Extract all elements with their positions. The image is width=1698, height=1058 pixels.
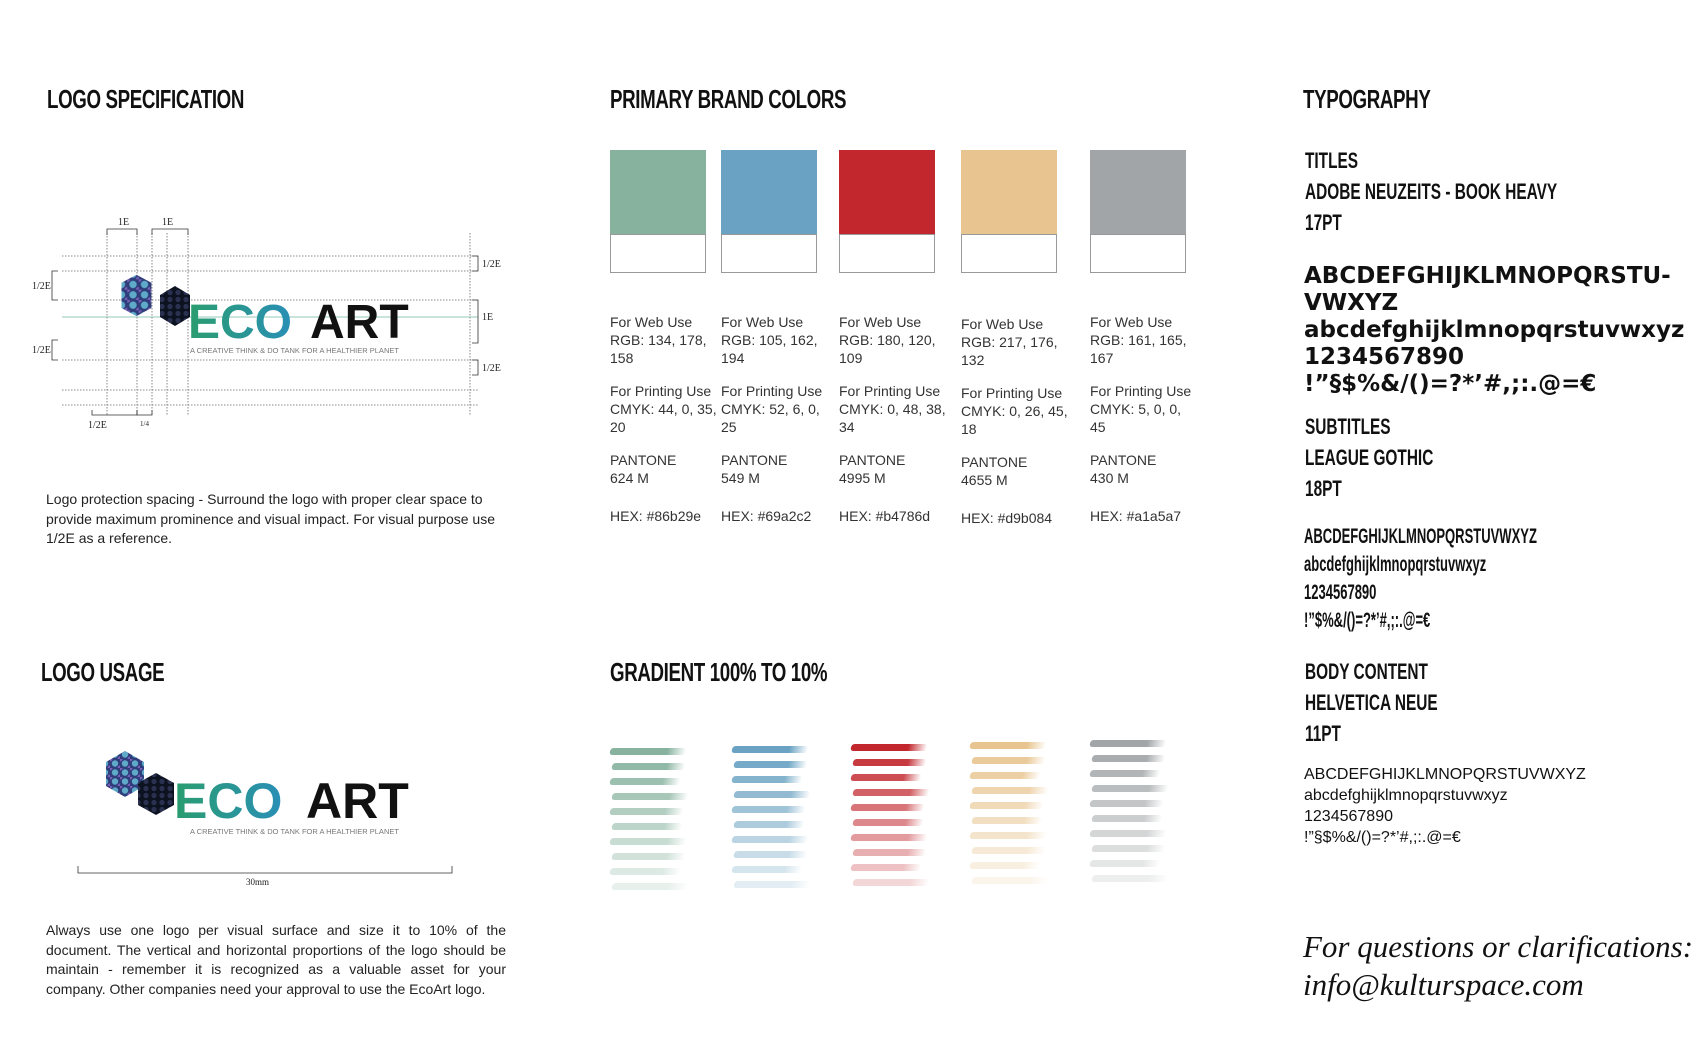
typo-titles-label: TITLES [1305,148,1359,173]
gradient-stripe [852,759,926,766]
gradient-stripe [969,862,1040,869]
gradient-stripe [850,774,921,781]
pantone-label: PANTONE [610,452,677,468]
web-use-label: For Web Use [610,314,693,330]
sample-upper: ABCDEFGHIJKLMNOPQRSTU- [1304,263,1671,289]
rgb-value: RGB: 161, 165, 167 [1090,332,1187,366]
gradient-stripe [971,817,1042,824]
gradient-stripe [611,883,688,890]
logo-usage-word-art: ART [306,773,409,829]
color-swatch [1090,150,1186,234]
print-use-label: For Printing Use [1090,383,1192,399]
typo-titles-size: 17PT [1305,210,1342,235]
gradient-stripe [850,804,924,811]
helv-sample-digits: 1234567890 [1304,808,1393,825]
pantone-label: PANTONE [839,452,906,468]
color-swatch [839,150,935,234]
pantone-label: PANTONE [721,452,788,468]
color-info [1090,313,1198,525]
cmyk-value: CMYK: 0, 48, 38, 34 [839,401,946,435]
helv-sample-upper: ABCDEFGHIJKLMNOPQRSTUVWXYZ [1304,766,1586,783]
color-swatch-blank [839,234,935,273]
print-use-label: For Printing Use [839,383,941,399]
gradient-stripe [611,853,685,860]
dim-label-left-bottom: 1/2E [32,345,51,356]
print-use-label: For Printing Use [721,383,823,399]
logo-word-eco: ECO [188,296,293,349]
logo-hexagon-dark-icon [160,286,190,326]
gradient-stripe [731,806,805,813]
league-sample-lower: abcdefghijklmnopqrstuvwxyz [1304,553,1487,576]
logo-word-art: ART [310,296,409,349]
typo-subtitles-block [1305,411,1488,504]
contact-email[interactable]: info@kulturspace.com [1303,967,1584,1002]
typo-titles-sample [1304,263,1698,398]
gradient-stripe [1091,815,1162,822]
logo-usage-title: LOGO USAGE [41,657,165,687]
rgb-value: RGB: 217, 176, 132 [961,334,1058,368]
color-swatch [961,150,1057,234]
gradient-stripe [609,868,680,875]
sample-upper-2: VWXYZ [1304,290,1399,316]
gradient-stripe [609,808,683,815]
gradient-stripe [852,789,929,796]
dim-label-bottom-small: 1/4 [140,420,149,428]
gradient-stripe [1091,755,1165,762]
gradient-stripe [1089,830,1166,837]
league-sample-digits: 1234567890 [1304,581,1377,604]
color-swatch-blank [1090,234,1186,273]
logo-usage-size-label: 30mm [246,877,270,887]
gradient-stripe [733,851,807,858]
typo-subtitles-label: SUBTITLES [1305,414,1391,439]
typo-subtitles-size: 18PT [1305,476,1342,501]
gradient-stripe [731,776,802,783]
rgb-value: RGB: 134, 178, 158 [610,332,707,366]
cmyk-value: CMYK: 0, 26, 45, 18 [961,403,1068,437]
pantone-value: 624 M [610,470,649,486]
gradient-stripe [731,836,808,843]
logo-spec-diagram [30,205,510,430]
typography-title: TYPOGRAPHY [1303,84,1431,114]
gradient-stripe [969,832,1046,839]
gradient-stripe [850,744,927,751]
typo-body-block [1305,656,1494,749]
logo-spec-title: LOGO SPECIFICATION [47,84,245,114]
typo-titles-block [1305,145,1665,238]
color-info [839,313,947,525]
color-swatch [610,150,706,234]
gradient-stripe [850,864,921,871]
helv-sample-symbols: !”§$%&/()=?*’#,;:.@=€ [1304,829,1461,846]
color-swatch-blank [610,234,706,273]
pantone-value: 549 M [721,470,760,486]
rgb-value: RGB: 180, 120, 109 [839,332,936,366]
color-info [610,313,718,525]
web-use-label: For Web Use [961,316,1044,332]
hex-value: HEX: #86b29e [610,508,702,524]
brand-colors-title: PRIMARY BRAND COLORS [610,84,847,114]
gradient-stripe [609,778,680,785]
color-info [961,315,1069,527]
gradient-stripe [611,763,685,770]
print-use-label: For Printing Use [961,385,1063,401]
gradient-stripe [850,834,927,841]
gradient-stripe [611,823,682,830]
gradient-stripe [733,761,807,768]
league-sample-upper: ABCDEFGHIJKLMNOPQRSTUVWXYZ [1304,525,1537,548]
pantone-value: 4995 M [839,470,886,486]
logo-usage-word-eco: ECO [174,773,283,829]
gradient-stripe [969,802,1043,809]
typo-subtitles-sample [1304,523,1680,635]
sample-symbols: !”§$%&/()=?*’#,;:.@=€ [1304,371,1597,397]
typo-body-sample [1304,764,1586,848]
gradient-title: GRADIENT 100% TO 10% [610,657,828,687]
hex-value: HEX: #69a2c2 [721,508,812,524]
gradient-stripe [852,879,929,886]
color-swatch-blank [721,234,817,273]
web-use-label: For Web Use [1090,314,1173,330]
typo-titles-font: ADOBE NEUZEITS - BOOK HEAVY [1305,179,1558,204]
hex-value: HEX: #a1a5a7 [1090,508,1182,524]
gradient-stripe [731,866,802,873]
web-use-label: For Web Use [721,314,804,330]
gradient-stripe [1089,800,1163,807]
gradient-stripe [609,838,686,845]
dim-label-top-2: 1E [162,217,174,228]
dim-label-top-1: 1E [118,217,130,228]
color-info [721,313,829,525]
league-sample-symbols: !”$%&/()=?*’#,;:.@=€ [1304,609,1431,632]
typo-subtitles-font: LEAGUE GOTHIC [1305,445,1434,470]
typo-body-label: BODY CONTENT [1305,659,1428,684]
typo-body-size: 11PT [1305,721,1341,746]
typo-body-font: HELVETICA NEUE [1305,690,1438,715]
gradient-stripe [971,877,1048,884]
logo-usage-tagline: A CREATIVE THINK & DO TANK FOR A HEALTHIER PLANET [190,827,399,836]
hex-value: HEX: #b4786d [839,508,931,524]
gradient-stripe [852,849,926,856]
gradient-stripe [1091,875,1168,882]
sample-digits: 1234567890 [1304,344,1465,370]
color-swatch [721,150,817,234]
gradient-stripe [609,748,686,755]
logo-usage-description: Always use one logo per visual surface and size it to 10% of the document. The vertical and horizontal proportions of the logo should be maintain - remember it is recognized as a valuable asset for your company. Other companies need your approval to use the EcoArt logo. [46,922,506,997]
helv-sample-lower: abcdefghijklmnopqrstuvwxyz [1304,787,1508,804]
pantone-label: PANTONE [1090,452,1157,468]
sample-lower: abcdefghijklmnopqrstuvwxyz [1304,317,1685,343]
dim-label-left-top: 1/2E [32,281,51,292]
cmyk-value: CMYK: 44, 0, 35, 20 [610,401,717,435]
gradient-stripe [731,746,808,753]
web-use-label: For Web Use [839,314,922,330]
gradient-stripe [971,757,1045,764]
pantone-label: PANTONE [961,454,1028,470]
dim-label-bottom-left: 1/2E [88,420,107,430]
pantone-value: 430 M [1090,470,1129,486]
cmyk-value: CMYK: 5, 0, 0, 45 [1090,401,1182,435]
logo-usage-diagram [70,750,470,895]
pantone-value: 4655 M [961,472,1008,488]
print-use-label: For Printing Use [610,383,712,399]
gradient-stripe [1089,770,1160,777]
dim-label-right-top: 1/2E [482,259,501,270]
gradient-stripe [1091,845,1165,852]
contact-line-1: For questions or clarifications: [1303,929,1694,964]
gradient-stripe [971,787,1048,794]
logo-spec-description: Logo protection spacing - Surround the logo with proper clear space to provide maximum prominence and visual impact. For visual purpose use 1/2E as a reference. [46,491,495,546]
dim-label-right-middle: 1E [482,312,494,323]
rgb-value: RGB: 105, 162, 194 [721,332,818,366]
logo-tagline: A CREATIVE THINK & DO TANK FOR A HEALTHIER PLANET [190,346,399,355]
logo-hexagon-icon [122,275,152,316]
gradient-stripe [1089,740,1166,747]
hex-value: HEX: #d9b084 [961,510,1053,526]
gradient-stripe [733,791,810,798]
gradient-stripe [1089,860,1160,867]
dim-label-right-bottom: 1/2E [482,363,501,374]
gradient-stripe [852,819,923,826]
cmyk-value: CMYK: 52, 6, 0, 25 [721,401,820,435]
gradient-stripe [969,742,1046,749]
gradient-stripe [1091,785,1168,792]
gradient-stripe [733,881,810,888]
gradient-stripe [611,793,688,800]
gradient-stripe [971,847,1045,854]
gradient-stripe [969,772,1040,779]
gradient-stripe [733,821,804,828]
contact-block [1303,928,1693,1004]
color-swatch-blank [961,234,1057,273]
